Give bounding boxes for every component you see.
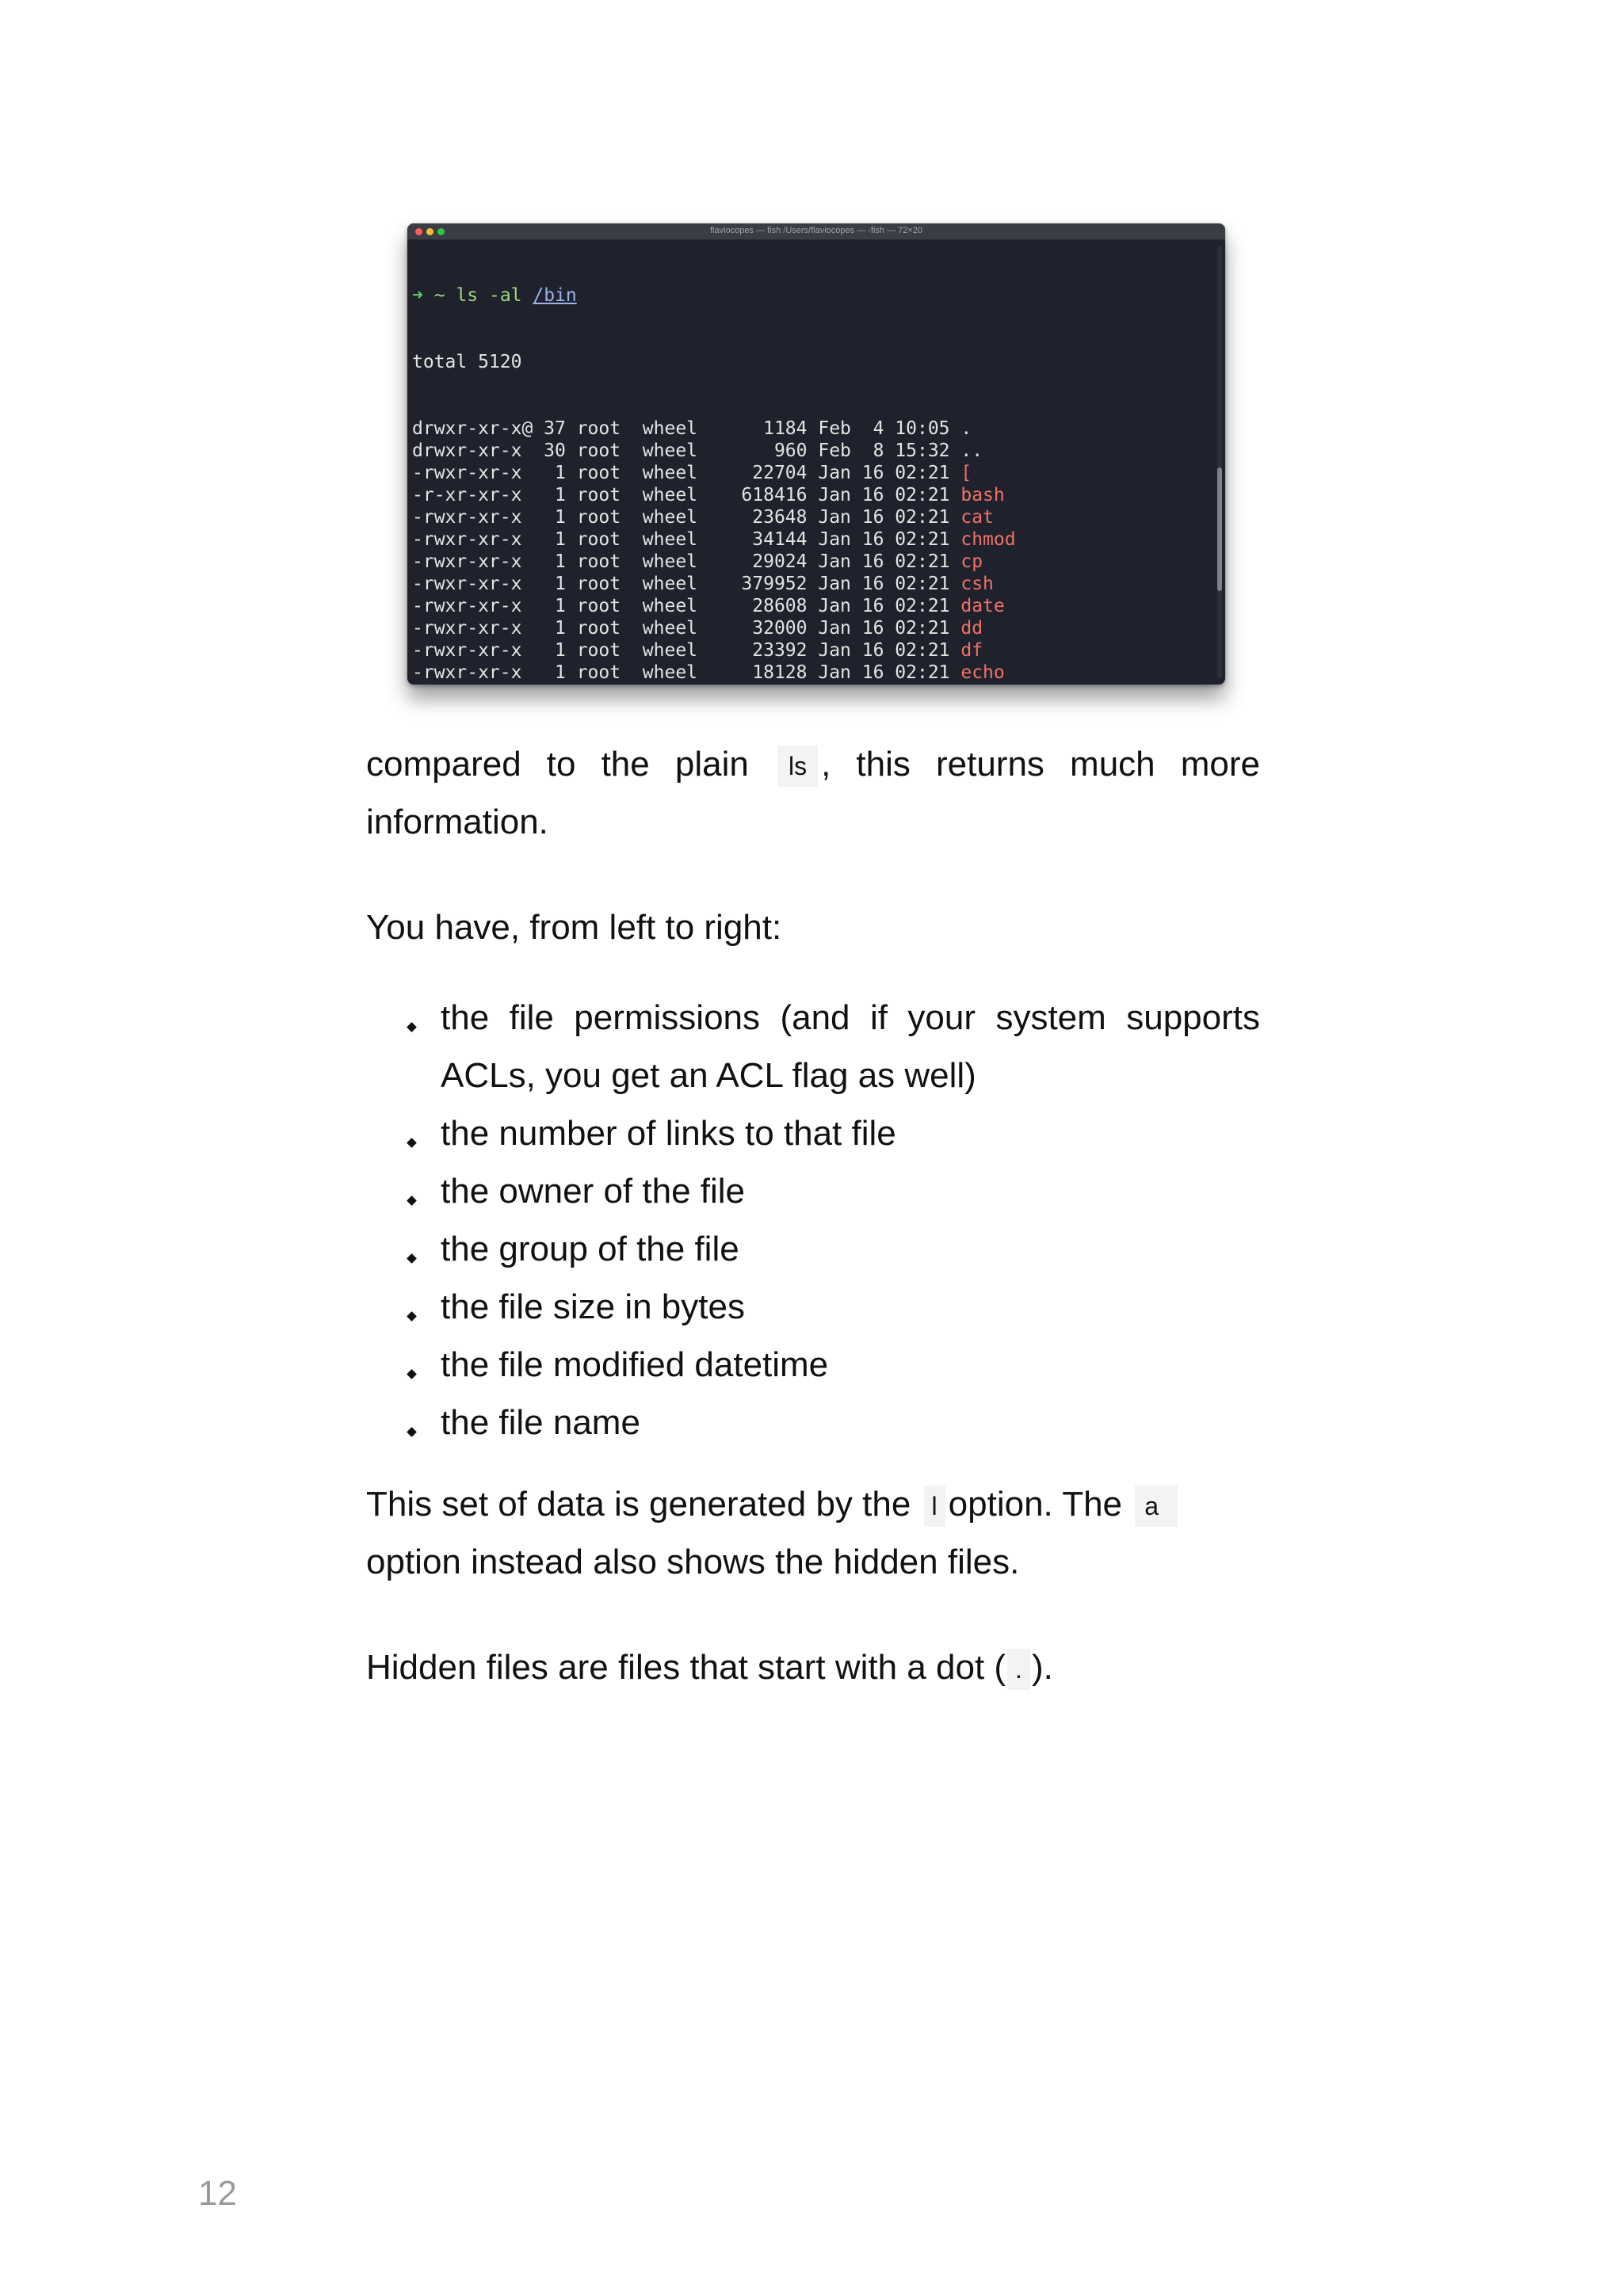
paragraph-text: ).	[1031, 1648, 1053, 1687]
terminal-listing-row	[412, 684, 1060, 685]
paragraph-text: , this returns much more information.	[366, 745, 1260, 841]
bullet-diamond-icon	[407, 1138, 417, 1148]
inline-code-ls: ls	[777, 746, 818, 787]
terminal-listing-row	[412, 506, 1060, 528]
listing-row-filename: cp	[960, 551, 983, 572]
list-item	[366, 1278, 1260, 1336]
terminal-prompt-line	[412, 284, 1060, 307]
list-item	[366, 1336, 1260, 1394]
listing-row-meta: drwxr-xr-x@ 37 root wheel 1184 Feb 4 10:05	[412, 418, 961, 439]
terminal-listing-row	[412, 595, 1060, 617]
bullet-diamond-icon	[407, 1369, 417, 1379]
list-item	[366, 1104, 1260, 1162]
list-item-text: the owner of the file	[441, 1172, 746, 1211]
terminal-listing-row	[412, 573, 1060, 595]
list-item-text: the number of links to that file	[441, 1114, 896, 1153]
terminal-listing-row	[412, 462, 1060, 484]
terminal-listing-row	[412, 484, 1060, 506]
inline-code-l: l	[924, 1486, 945, 1527]
terminal-listing-row	[412, 418, 1060, 440]
bullet-diamond-icon	[407, 1427, 417, 1437]
paragraph-comparison	[366, 735, 1260, 851]
terminal-total-line: total 5120	[412, 352, 522, 372]
list-item-text: the file permissions (and if your system supports ACLs, you get an ACL flag as well)	[441, 998, 1260, 1095]
listing-row-meta: -rwxr-xr-x 1 root wheel 18128 Jan 16 02:21	[412, 662, 961, 683]
terminal-command: ls -al	[456, 285, 522, 306]
listing-row-filename: csh	[960, 574, 994, 594]
list-item-text: the file name	[441, 1403, 640, 1442]
paragraph-options	[366, 1475, 1260, 1591]
inline-code-dot: .	[1007, 1649, 1030, 1690]
terminal-command-path: /bin	[533, 285, 577, 306]
terminal-listing-row	[412, 440, 1060, 462]
listing-row-meta: -r-xr-xr-x 1 root wheel 618416 Jan 16 02:21	[412, 485, 961, 505]
listing-row-meta: drwxr-xr-x 30 root wheel 960 Feb 8 15:32	[412, 441, 961, 461]
listing-row-meta: -rwxr-xr-x 1 root wheel 32000 Jan 16 02:21	[412, 618, 961, 639]
list-item	[366, 1162, 1260, 1220]
listing-row-filename: ..	[960, 441, 983, 461]
paragraph-text: option. The	[948, 1485, 1123, 1524]
listing-row-meta: -rwxr-xr-x 1 root wheel 29024 Jan 16 02:21	[412, 551, 961, 572]
terminal-titlebar	[407, 223, 1225, 240]
terminal-screenshot	[407, 223, 1225, 685]
page-number: 12	[198, 2174, 237, 2213]
prompt-tilde: ~	[433, 285, 445, 306]
inline-code-a: a	[1135, 1486, 1178, 1527]
listing-row-filename: bash	[960, 485, 1005, 505]
listing-row-filename: echo	[960, 662, 1005, 683]
bullet-diamond-icon	[407, 1196, 417, 1206]
list-item	[366, 1394, 1260, 1451]
list-item	[366, 1220, 1260, 1278]
terminal-scrollbar-thumb	[1217, 467, 1222, 591]
list-item-text: the file size in bytes	[441, 1287, 745, 1326]
terminal-listing-row	[412, 617, 1060, 639]
listing-row-filename: [	[960, 463, 972, 483]
listing-row-filename: date	[960, 596, 1005, 616]
bullet-list	[366, 989, 1260, 1451]
bullet-diamond-icon	[407, 1311, 417, 1322]
paragraph-text: Hidden files are files that start with a dot (	[366, 1648, 1006, 1687]
list-item	[366, 989, 1260, 1104]
terminal-window-title: flaviocopes — fish /Users/flaviocopes — -fish — 72×20	[709, 226, 923, 235]
list-item-text: the group of the file	[441, 1230, 739, 1268]
listing-row-meta: -rwxr-xr-x 1 root wheel 23392 Jan 16 02:21	[412, 640, 961, 661]
listing-row-meta: -rwxr-xr-x 1 root wheel 28608 Jan 16 02:21	[412, 596, 961, 616]
listing-row-meta: -rwxr-xr-x 1 root wheel 23648 Jan 16 02:21	[412, 507, 961, 528]
terminal-listing-row	[412, 528, 1060, 551]
listing-row-filename: chmod	[960, 529, 1016, 550]
listing-row-meta: -rwxr-xr-x 1 root wheel 22704 Jan 16 02:21	[412, 463, 961, 483]
terminal-output	[412, 240, 1060, 685]
list-item-text: the file modified datetime	[441, 1345, 829, 1384]
bullet-diamond-icon	[407, 1253, 417, 1264]
terminal-listing	[412, 418, 1060, 685]
terminal-listing-row	[412, 639, 1060, 662]
terminal-listing-row	[412, 551, 1060, 573]
paragraph-hidden-files	[366, 1638, 1260, 1696]
listing-row-meta: -rwxr-xr-x 1 root wheel 379952 Jan 16 02:21	[412, 574, 961, 594]
prompt-arrow-icon: ➜	[412, 285, 423, 306]
listing-row-filename: cat	[960, 507, 994, 528]
listing-row-filename: df	[960, 640, 983, 661]
terminal-scrollbar-track	[1217, 246, 1222, 678]
paragraph-text: This set of data is generated by the	[366, 1485, 911, 1524]
terminal-listing-row	[412, 662, 1060, 684]
listing-row-filename: .	[960, 418, 972, 439]
listing-row-meta: -rwxr-xr-x 1 root wheel 34144 Jan 16 02:21	[412, 529, 961, 550]
bullet-diamond-icon	[407, 1022, 417, 1032]
paragraph-text: compared to the plain	[366, 745, 749, 784]
paragraph-intro-list: You have, from left to right:	[366, 908, 782, 947]
listing-row-filename: dd	[960, 618, 983, 639]
paragraph-text: option instead also shows the hidden files.	[366, 1543, 1020, 1581]
